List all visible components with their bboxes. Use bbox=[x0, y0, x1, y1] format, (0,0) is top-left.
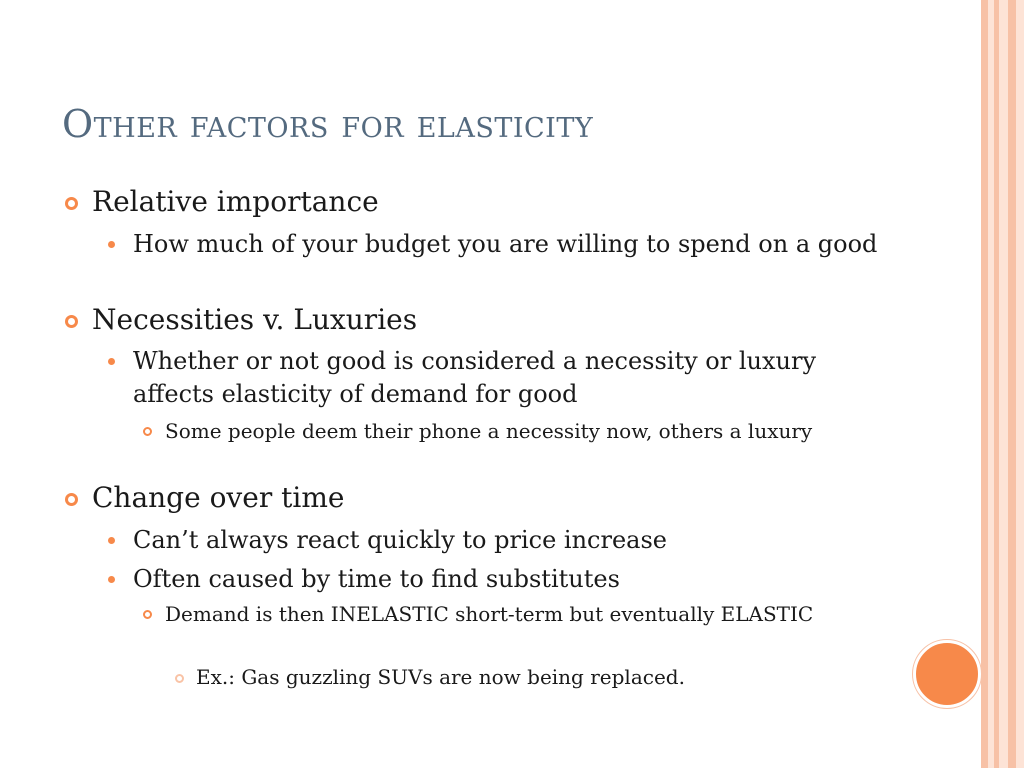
bullet-text: Often caused by time to find substitutes bbox=[133, 565, 620, 593]
bullet-item bbox=[165, 601, 865, 628]
decor-stripe bbox=[1008, 0, 1016, 768]
decor-circle bbox=[913, 640, 981, 708]
bullet-item bbox=[133, 524, 893, 557]
bullet-item bbox=[133, 563, 893, 596]
bullet-item bbox=[165, 418, 885, 445]
bullet-text: Ex.: Gas guzzling SUVs are now being replaced. bbox=[196, 665, 685, 689]
decor-stripe bbox=[1016, 0, 1024, 768]
bullet-item bbox=[133, 228, 893, 261]
bullet-item bbox=[133, 345, 893, 411]
bullet-text: How much of your budget you are willing to spend on a good bbox=[133, 230, 878, 258]
bullet-text: Whether or not good is considered a necessity or luxury affects elasticity of demand for good bbox=[133, 347, 817, 408]
bullet-ring-icon bbox=[143, 610, 152, 619]
bullet-text: Can’t always react quickly to price increase bbox=[133, 526, 667, 554]
bullet-item bbox=[92, 481, 872, 515]
decor-stripe bbox=[999, 0, 1008, 768]
slide-title: Other factors for elasticity bbox=[62, 102, 594, 146]
bullet-dot-icon bbox=[108, 241, 115, 248]
bullet-dot-icon bbox=[108, 358, 115, 365]
bullet-dot-icon bbox=[108, 576, 115, 583]
bullet-dot-icon bbox=[108, 537, 115, 544]
decor-stripe bbox=[981, 0, 988, 768]
bullet-text: Change over time bbox=[92, 481, 345, 514]
bullet-ring-icon bbox=[65, 197, 78, 210]
bullet-ring-icon bbox=[143, 427, 152, 436]
bullet-text: Some people deem their phone a necessity now, others a luxury bbox=[165, 419, 813, 443]
bullet-item bbox=[92, 303, 872, 337]
bullet-ring-icon bbox=[65, 315, 78, 328]
bullet-text: Necessities v. Luxuries bbox=[92, 303, 418, 336]
bullet-ring-icon bbox=[175, 674, 184, 683]
bullet-text: Relative importance bbox=[92, 185, 379, 218]
bullet-ring-icon bbox=[65, 493, 78, 506]
bullet-item bbox=[196, 664, 876, 691]
bullet-text: Demand is then INELASTIC short-term but eventually ELASTIC bbox=[165, 602, 814, 626]
bullet-item bbox=[92, 185, 872, 219]
